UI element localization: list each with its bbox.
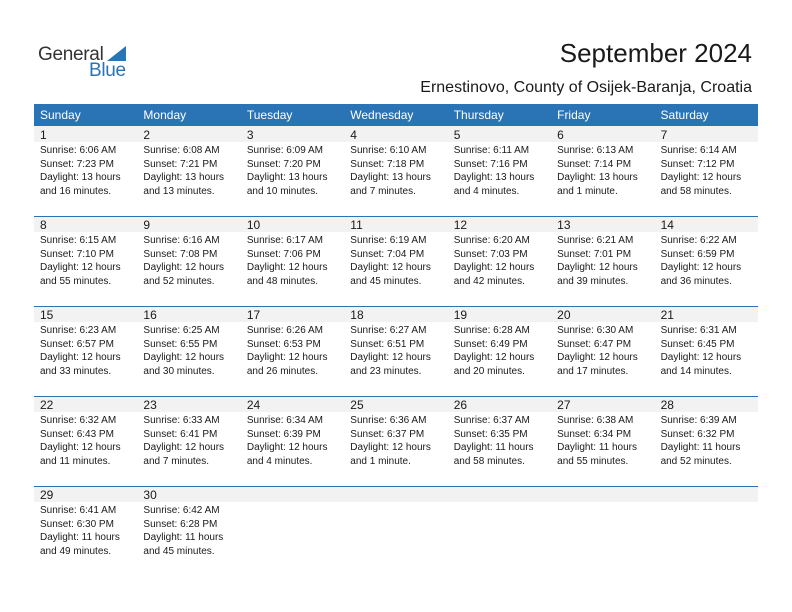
day-details — [143, 414, 224, 468]
sunrise-time: Sunrise: 6:42 AM — [143, 505, 220, 516]
day-cell — [655, 306, 758, 396]
day-details — [350, 324, 431, 378]
daylight-minutes: and 45 minutes. — [350, 275, 422, 287]
sunrise-time: Sunrise: 6:31 AM — [660, 325, 737, 336]
day-number: 6 — [557, 128, 564, 142]
day-details — [143, 324, 224, 378]
location-subtitle: Ernestinovo, County of Osijek-Baranja, Croatia — [420, 79, 752, 96]
daylight-minutes: and 7 minutes. — [143, 455, 210, 467]
day-number: 12 — [453, 218, 468, 232]
day-number: 30 — [143, 488, 157, 502]
calendar-grid — [34, 104, 758, 576]
daylight-hours: Daylight: 12 hours — [246, 262, 328, 274]
weekday-header-wednesday: Wednesday — [350, 108, 414, 122]
daylight-hours: Daylight: 12 hours — [143, 262, 225, 274]
day-cell — [344, 126, 447, 216]
day-details — [557, 234, 638, 288]
sunset-time: Sunset: 7:10 PM — [40, 248, 114, 260]
daylight-minutes: and 55 minutes. — [557, 455, 629, 467]
brand-logo — [38, 44, 138, 80]
sunset-time: Sunset: 6:28 PM — [143, 518, 218, 530]
daylight-hours: Daylight: 13 hours — [246, 172, 328, 184]
day-details — [143, 234, 224, 288]
day-cell — [655, 216, 758, 306]
sunrise-time: Sunrise: 6:33 AM — [143, 415, 220, 426]
daylight-hours: Daylight: 11 hours — [453, 442, 534, 454]
sunrise-time: Sunrise: 6:30 AM — [557, 325, 634, 336]
daylight-hours: Daylight: 11 hours — [557, 442, 637, 454]
day-details — [661, 234, 742, 288]
sunrise-time: Sunrise: 6:37 AM — [453, 415, 530, 426]
daylight-minutes: and 10 minutes. — [246, 185, 319, 197]
daylight-hours: Daylight: 12 hours — [40, 352, 121, 364]
day-details — [247, 144, 328, 198]
weekday-header-sunday: Sunday — [40, 108, 81, 122]
daylight-minutes: and 55 minutes. — [40, 275, 112, 287]
sunrise-time: Sunrise: 6:21 AM — [557, 235, 634, 246]
day-number: 8 — [40, 218, 47, 232]
weeks-container — [34, 126, 758, 576]
day-details — [40, 414, 121, 468]
day-number: 18 — [350, 308, 364, 322]
day-number: 27 — [557, 398, 571, 412]
daylight-minutes: and 52 minutes. — [660, 455, 732, 467]
day-number: 15 — [40, 308, 54, 322]
sunrise-time: Sunrise: 6:16 AM — [143, 235, 220, 246]
day-cell — [137, 486, 240, 576]
sunrise-time: Sunrise: 6:39 AM — [660, 415, 737, 426]
sunrise-time: Sunrise: 6:09 AM — [246, 145, 323, 156]
daylight-minutes: and 4 minutes. — [453, 185, 520, 197]
day-cell — [34, 126, 137, 216]
sunrise-time: Sunrise: 6:22 AM — [660, 235, 737, 246]
sunset-time: Sunset: 6:37 PM — [350, 428, 425, 440]
day-cell — [137, 306, 240, 396]
daylight-hours: Daylight: 12 hours — [660, 262, 742, 274]
day-cell — [34, 486, 137, 576]
day-cell — [34, 306, 137, 396]
daylight-hours: Daylight: 12 hours — [246, 352, 328, 364]
sunrise-time: Sunrise: 6:19 AM — [350, 235, 427, 246]
daylight-minutes: and 14 minutes. — [660, 365, 732, 377]
day-number: 2 — [143, 128, 151, 142]
day-details — [247, 414, 328, 468]
sunset-time: Sunset: 7:06 PM — [246, 248, 321, 260]
sunset-time: Sunset: 6:45 PM — [660, 338, 735, 350]
sunset-time: Sunset: 7:23 PM — [40, 158, 114, 170]
weekday-header-tuesday: Tuesday — [246, 108, 293, 122]
daylight-hours: Daylight: 11 hours — [40, 532, 120, 544]
day-details — [143, 144, 224, 198]
day-details — [661, 144, 742, 198]
daylight-hours: Daylight: 13 hours — [557, 172, 638, 184]
sunset-time: Sunset: 6:53 PM — [246, 338, 321, 350]
day-number: 19 — [453, 308, 468, 322]
day-details — [40, 504, 120, 558]
sunrise-time: Sunrise: 6:34 AM — [246, 415, 323, 426]
daylight-hours: Daylight: 12 hours — [557, 352, 638, 364]
sunrise-time: Sunrise: 6:06 AM — [40, 145, 117, 156]
sunset-time: Sunset: 7:16 PM — [453, 158, 528, 170]
day-cell — [655, 126, 758, 216]
daylight-hours: Daylight: 13 hours — [350, 172, 431, 184]
daylight-hours: Daylight: 12 hours — [350, 352, 431, 364]
day-details — [247, 234, 328, 288]
day-number: 4 — [350, 128, 357, 142]
sunset-time: Sunset: 7:08 PM — [143, 248, 218, 260]
daylight-minutes: and 58 minutes. — [660, 185, 732, 197]
daylight-minutes: and 16 minutes. — [40, 185, 112, 197]
day-number: 23 — [143, 398, 157, 412]
daylight-hours: Daylight: 11 hours — [143, 532, 224, 544]
daylight-minutes: and 20 minutes. — [453, 365, 525, 377]
day-cell — [551, 216, 654, 306]
day-number: 13 — [557, 218, 571, 232]
daylight-minutes: and 4 minutes. — [246, 455, 313, 467]
week-row — [34, 306, 758, 396]
daylight-hours: Daylight: 12 hours — [40, 442, 121, 454]
sunrise-time: Sunrise: 6:17 AM — [246, 235, 323, 246]
day-cell — [448, 306, 551, 396]
daylight-minutes: and 48 minutes. — [246, 275, 319, 287]
sunrise-time: Sunrise: 6:25 AM — [143, 325, 220, 336]
day-details — [454, 414, 534, 468]
day-cell — [448, 216, 551, 306]
daylight-hours: Daylight: 12 hours — [660, 352, 742, 364]
daylight-minutes: and 7 minutes. — [350, 185, 416, 197]
sunset-time: Sunset: 6:30 PM — [40, 518, 114, 530]
sunrise-time: Sunrise: 6:15 AM — [40, 235, 117, 246]
week-row — [34, 486, 758, 576]
daylight-minutes: and 49 minutes. — [40, 545, 112, 557]
daylight-minutes: and 1 minute. — [350, 455, 411, 467]
daylight-minutes: and 17 minutes. — [557, 365, 629, 377]
day-number: 3 — [246, 128, 254, 142]
sunset-time: Sunset: 7:03 PM — [453, 248, 528, 260]
week-row — [34, 396, 758, 486]
sunrise-time: Sunrise: 6:27 AM — [350, 325, 427, 336]
daylight-minutes: and 26 minutes. — [246, 365, 319, 377]
day-cell — [551, 396, 654, 486]
daylight-minutes: and 13 minutes. — [143, 185, 215, 197]
day-cell — [137, 216, 240, 306]
day-number: 5 — [453, 128, 461, 142]
daylight-hours: Daylight: 12 hours — [453, 262, 535, 274]
sunset-time: Sunset: 7:12 PM — [660, 158, 735, 170]
day-details — [247, 324, 328, 378]
daylight-hours: Daylight: 12 hours — [350, 442, 431, 454]
sunset-time: Sunset: 6:43 PM — [40, 428, 114, 440]
day-cell — [241, 216, 344, 306]
day-number: 22 — [40, 398, 54, 412]
logo-triangle-icon — [107, 46, 126, 61]
sunrise-time: Sunrise: 6:11 AM — [453, 145, 530, 156]
sunset-time: Sunset: 6:32 PM — [660, 428, 735, 440]
sunset-time: Sunset: 7:04 PM — [350, 248, 425, 260]
daylight-hours: Daylight: 12 hours — [143, 442, 225, 454]
sunrise-time: Sunrise: 6:41 AM — [40, 505, 117, 516]
sunrise-time: Sunrise: 6:26 AM — [246, 325, 323, 336]
daylight-hours: Daylight: 12 hours — [660, 172, 742, 184]
sunset-time: Sunset: 6:41 PM — [143, 428, 218, 440]
sunset-time: Sunset: 6:39 PM — [246, 428, 321, 440]
weekday-header-row — [34, 104, 758, 126]
day-number: 26 — [453, 398, 468, 412]
sunrise-time: Sunrise: 6:20 AM — [453, 235, 530, 246]
daylight-hours: Daylight: 13 hours — [40, 172, 121, 184]
day-details — [557, 144, 638, 198]
daylight-minutes: and 1 minute. — [557, 185, 618, 197]
sunrise-time: Sunrise: 6:08 AM — [143, 145, 220, 156]
day-cell — [551, 126, 654, 216]
sunrise-time: Sunrise: 6:28 AM — [453, 325, 530, 336]
day-cell — [344, 396, 447, 486]
day-details — [557, 414, 637, 468]
week-row — [34, 216, 758, 306]
day-number: 10 — [246, 218, 261, 232]
daylight-minutes: and 23 minutes. — [350, 365, 422, 377]
day-number: 20 — [557, 308, 571, 322]
daylight-minutes: and 52 minutes. — [143, 275, 215, 287]
weekday-header-monday: Monday — [143, 108, 187, 122]
daylight-hours: Daylight: 12 hours — [350, 262, 431, 274]
day-details — [40, 144, 121, 198]
day-number: 29 — [40, 488, 54, 502]
daylight-hours: Daylight: 12 hours — [40, 262, 121, 274]
sunrise-time: Sunrise: 6:10 AM — [350, 145, 427, 156]
daylight-minutes: and 45 minutes. — [143, 545, 215, 557]
day-number: 24 — [246, 398, 261, 412]
day-cell — [655, 396, 758, 486]
daylight-minutes: and 36 minutes. — [660, 275, 732, 287]
sunset-time: Sunset: 6:49 PM — [453, 338, 528, 350]
day-details — [40, 234, 121, 288]
daylight-hours: Daylight: 11 hours — [660, 442, 741, 454]
sunset-time: Sunset: 7:18 PM — [350, 158, 425, 170]
sunrise-time: Sunrise: 6:36 AM — [350, 415, 427, 426]
weekday-header-saturday: Saturday — [660, 108, 709, 122]
day-cell — [344, 216, 447, 306]
day-number: 17 — [246, 308, 261, 322]
daylight-hours: Daylight: 12 hours — [143, 352, 225, 364]
day-details — [143, 504, 223, 558]
day-details — [40, 324, 121, 378]
day-cell — [448, 396, 551, 486]
daylight-hours: Daylight: 12 hours — [453, 352, 535, 364]
sunset-time: Sunset: 6:57 PM — [40, 338, 114, 350]
day-number: 9 — [143, 218, 151, 232]
sunset-time: Sunset: 7:14 PM — [557, 158, 632, 170]
day-cell — [34, 216, 137, 306]
day-number: 14 — [660, 218, 674, 232]
day-cell — [448, 126, 551, 216]
sunrise-time: Sunrise: 6:32 AM — [40, 415, 117, 426]
day-number: 1 — [40, 128, 47, 142]
day-cell — [241, 396, 344, 486]
day-number: 25 — [350, 398, 364, 412]
day-details — [350, 414, 431, 468]
daylight-minutes: and 11 minutes. — [40, 455, 111, 467]
weekday-header-friday: Friday — [557, 108, 591, 122]
sunset-time: Sunset: 6:51 PM — [350, 338, 425, 350]
day-cell — [137, 396, 240, 486]
day-cell — [241, 306, 344, 396]
sunset-time: Sunset: 7:01 PM — [557, 248, 632, 260]
sunrise-time: Sunrise: 6:13 AM — [557, 145, 634, 156]
daylight-minutes: and 33 minutes. — [40, 365, 112, 377]
sunset-time: Sunset: 7:21 PM — [143, 158, 218, 170]
day-cell — [344, 306, 447, 396]
day-number: 16 — [143, 308, 157, 322]
logo-text-blue: Blue — [89, 60, 126, 81]
sunset-time: Sunset: 6:47 PM — [557, 338, 632, 350]
day-number: 7 — [660, 128, 668, 142]
day-details — [661, 414, 741, 468]
daylight-minutes: and 42 minutes. — [453, 275, 525, 287]
day-details — [557, 324, 638, 378]
logo-text-general: General — [38, 44, 104, 65]
daylight-minutes: and 39 minutes. — [557, 275, 629, 287]
sunrise-time: Sunrise: 6:14 AM — [660, 145, 737, 156]
day-cell — [241, 126, 344, 216]
day-details — [350, 234, 431, 288]
day-details — [454, 234, 535, 288]
daylight-hours: Daylight: 13 hours — [453, 172, 535, 184]
daylight-hours: Daylight: 12 hours — [246, 442, 328, 454]
day-cell — [551, 306, 654, 396]
sunrise-time: Sunrise: 6:38 AM — [557, 415, 634, 426]
daylight-minutes: and 58 minutes. — [453, 455, 525, 467]
day-details — [454, 144, 535, 198]
daylight-hours: Daylight: 13 hours — [143, 172, 225, 184]
day-cell — [34, 396, 137, 486]
daylight-minutes: and 30 minutes. — [143, 365, 215, 377]
day-cell — [137, 126, 240, 216]
sunrise-time: Sunrise: 6:23 AM — [40, 325, 117, 336]
weekday-header-thursday: Thursday — [453, 108, 504, 122]
sunset-time: Sunset: 6:35 PM — [453, 428, 528, 440]
sunset-time: Sunset: 6:59 PM — [660, 248, 735, 260]
day-details — [661, 324, 742, 378]
day-number: 28 — [660, 398, 674, 412]
page-title: September 2024 — [559, 38, 752, 68]
day-number: 21 — [660, 308, 674, 322]
week-row — [34, 126, 758, 216]
day-details — [454, 324, 535, 378]
daylight-hours: Daylight: 12 hours — [557, 262, 638, 274]
day-number: 11 — [350, 218, 363, 232]
sunset-time: Sunset: 6:55 PM — [143, 338, 218, 350]
sunset-time: Sunset: 6:34 PM — [557, 428, 632, 440]
sunset-time: Sunset: 7:20 PM — [246, 158, 321, 170]
day-details — [350, 144, 431, 198]
